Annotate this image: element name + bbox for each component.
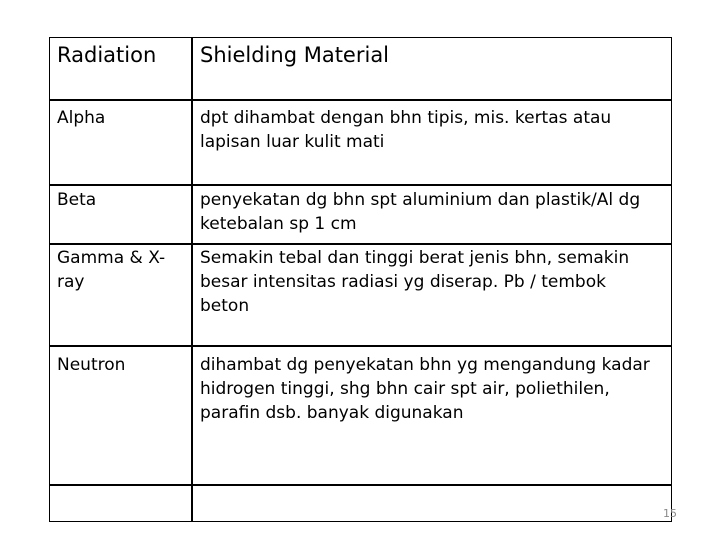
table-row-shielding-neutron: dihambat dg penyekatan bhn yg mengandung kadar hidrogen tinggi, shg bhn cair spt air, poliethilen, parafin dsb. banyak digunakan <box>200 355 650 423</box>
row-divider <box>50 99 671 101</box>
row-divider <box>50 484 671 486</box>
table-row-radiation-alpha: Alpha <box>57 108 106 128</box>
row-divider <box>50 184 671 186</box>
table-row-radiation-neutron: Neutron <box>57 355 126 375</box>
column-divider <box>191 38 193 521</box>
header-radiation: Radiation <box>57 43 157 67</box>
row-divider <box>50 345 671 347</box>
row-divider <box>50 243 671 245</box>
header-shielding-material: Shielding Material <box>200 43 390 67</box>
table-row-shielding-alpha: dpt dihambat dengan bhn tipis, mis. kertas atau lapisan luar kulit mati <box>200 108 612 152</box>
shielding-table <box>49 37 672 522</box>
page-number: 15 <box>663 507 677 520</box>
table-row-shielding-beta: penyekatan dg bhn spt aluminium dan plastik/Al dg ketebalan sp 1 cm <box>200 190 641 234</box>
table-row-radiation-gamma: Gamma & X- ray <box>57 248 166 292</box>
table-row-radiation-beta: Beta <box>57 190 97 210</box>
table-row-shielding-gamma: Semakin tebal dan tinggi berat jenis bhn, semakin besar intensitas radiasi yg diserap. Pb / tembok beton <box>200 248 630 316</box>
